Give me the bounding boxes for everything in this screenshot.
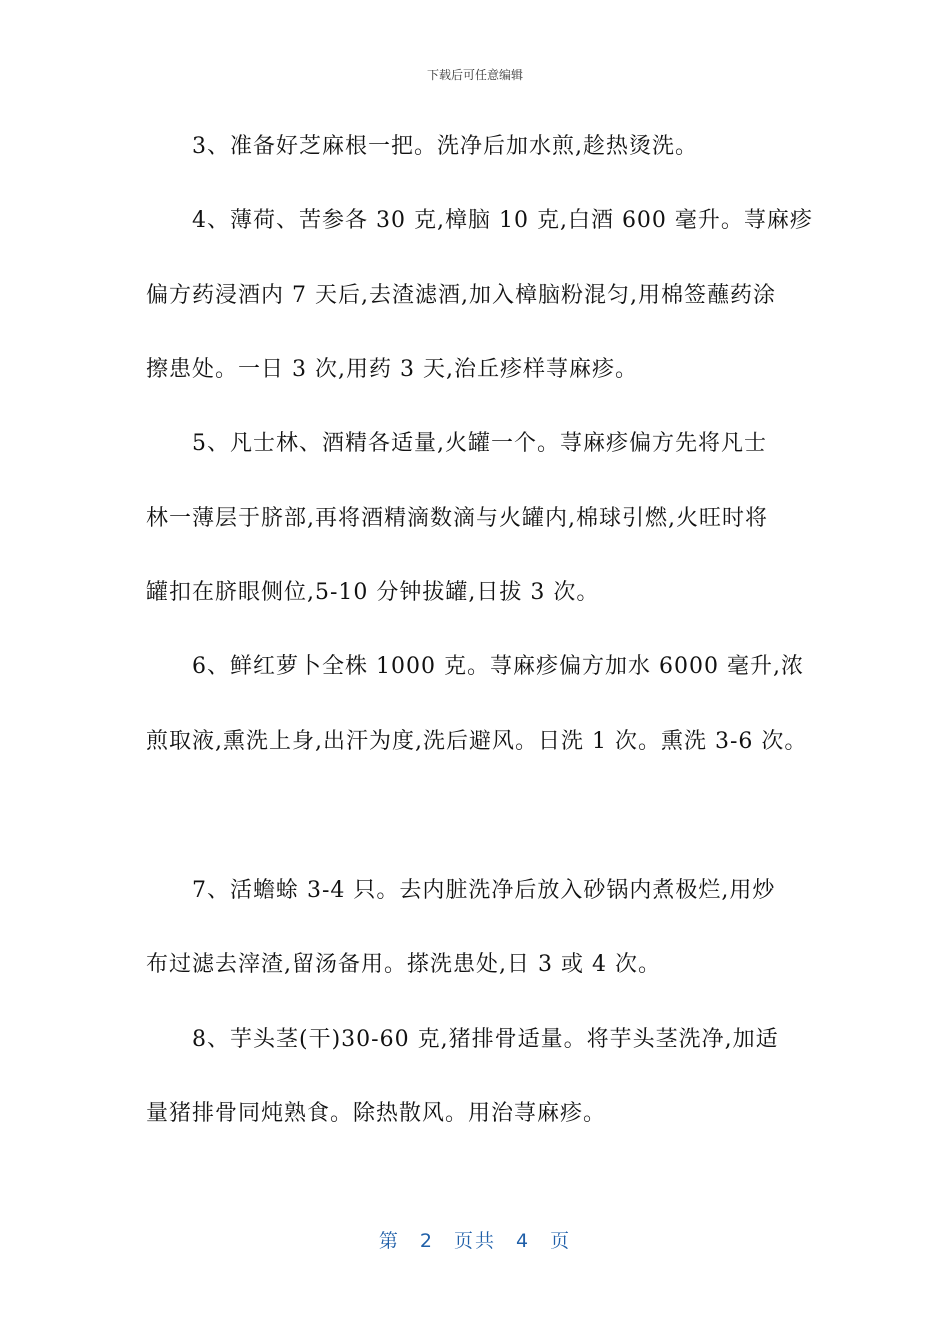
paragraph-5-line-2: 林一薄层于脐部,再将酒精滴数滴与火罐内,棉球引燃,火旺时将 (146, 506, 768, 531)
paragraph-8-line-1: 8、芋头茎(干)30-60 克,猪排骨适量。将芋头茎洗净,加适 (192, 1027, 779, 1052)
paragraph-5-line-3: 罐扣在脐眼侧位,5-10 分钟拔罐,日拔 3 次。 (146, 580, 600, 605)
paragraph-4-line-3: 擦患处。一日 3 次,用药 3 天,治丘疹样荨麻疹。 (146, 357, 638, 382)
page-number-footer: 第 2 页共 4 页 (378, 1230, 572, 1252)
paragraph-7-line-2: 布过滤去滓渣,留汤备用。搽洗患处,日 3 或 4 次。 (146, 952, 661, 977)
paragraph-6-line-1: 6、鲜红萝卜全株 1000 克。荨麻疹偏方加水 6000 毫升,浓 (192, 654, 804, 679)
paragraph-3-line-1: 3、准备好芝麻根一把。洗净后加水煎,趁热烫洗。 (192, 134, 698, 159)
paragraph-5-line-1: 5、凡士林、酒精各适量,火罐一个。荨麻疹偏方先将凡士 (192, 431, 767, 456)
paragraph-8-line-2: 量猪排骨同炖熟食。除热散风。用治荨麻疹。 (146, 1101, 607, 1126)
paragraph-6-line-2: 煎取液,熏洗上身,出汗为度,洗后避风。日洗 1 次。熏洗 3-6 次。 (146, 729, 808, 754)
paragraph-7-line-1: 7、活蟾蜍 3-4 只。去内脏洗净后放入砂锅内煮极烂,用炒 (192, 878, 776, 903)
paragraph-4-line-2: 偏方药浸酒内 7 天后,去渣滤酒,加入樟脑粉混匀,用棉签蘸药涂 (146, 283, 776, 308)
paragraph-4-line-1: 4、薄荷、苦参各 30 克,樟脑 10 克,白酒 600 毫升。荨麻疹 (192, 208, 813, 233)
page-header: 下载后可任意编辑 (426, 68, 523, 82)
